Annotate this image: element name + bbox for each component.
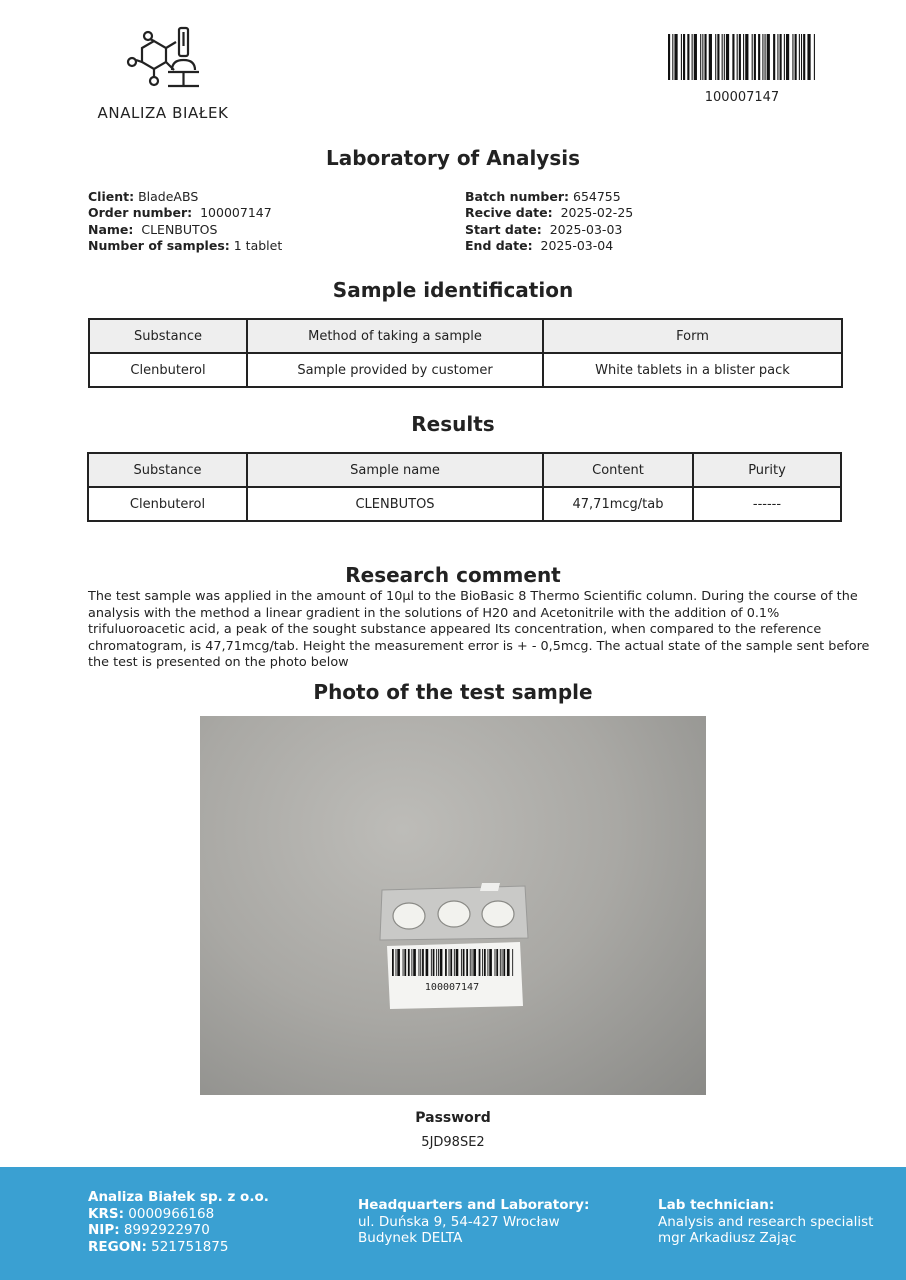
barcode-bar — [801, 34, 802, 80]
barcode-bar — [487, 949, 488, 976]
barcode-bar — [408, 949, 410, 976]
tech-name: mgr Arkadiusz Zając — [658, 1230, 797, 1246]
sample-identification-table — [88, 318, 843, 388]
barcode-bar — [687, 34, 689, 80]
krs-value: 0000966168 — [128, 1205, 215, 1222]
tech-role: Analysis and research specialist — [658, 1213, 874, 1230]
batch-line: Batch number: 654755 — [465, 189, 621, 204]
password-value: 5JD98SE2 — [421, 1135, 485, 1150]
photo-heading: Photo of the test sample — [313, 680, 593, 704]
barcode-bar — [786, 34, 789, 80]
barcode-bar — [496, 949, 498, 976]
header-cell: Purity — [693, 453, 841, 487]
barcode-bar — [722, 34, 723, 80]
end-line: End date: 2025-03-04 — [465, 238, 614, 254]
header-cell: Form — [543, 319, 842, 353]
barcode-bar — [449, 949, 450, 976]
barcode-bar — [715, 34, 716, 80]
barcode-bar — [461, 949, 462, 976]
barcode-bar — [450, 949, 452, 976]
tech-label: Lab technician: — [658, 1197, 775, 1213]
company-logo — [88, 26, 238, 124]
barcode-bar — [466, 949, 468, 976]
table-header-row — [88, 453, 841, 487]
start-line: Start date: 2025-03-03 — [465, 221, 623, 237]
barcode-bar — [426, 949, 429, 976]
nip-value: 8992922970 — [123, 1222, 210, 1238]
barcode-bar — [507, 949, 510, 976]
barcode-bar — [784, 34, 785, 80]
table-row — [89, 353, 842, 387]
barcode-bar — [500, 949, 501, 976]
barcode-bar — [780, 34, 782, 80]
blister-pack-illustration — [200, 716, 706, 1095]
table-cell: Clenbuterol — [89, 353, 247, 387]
sample-photo — [200, 716, 706, 1095]
barcode-bar — [758, 34, 760, 80]
barcode-bar — [479, 949, 481, 976]
results-heading: Results — [411, 412, 495, 436]
barcode-bar — [692, 34, 693, 80]
name-line: Name: CLENBUTOS — [88, 221, 218, 237]
barcode-bar — [397, 949, 400, 976]
molecule-microscope-icon — [124, 26, 204, 98]
barcode-bar — [807, 34, 810, 80]
barcode-bar — [472, 949, 473, 976]
table-cell: Sample provided by customer — [247, 353, 543, 387]
table-cell: Clenbuterol — [88, 487, 247, 521]
footer-company: Analiza Białek sp. z o.o. KRS: 0000966168 NIP: 8992922970 REGON: 521751875 — [88, 1189, 269, 1255]
barcode-bar — [709, 34, 712, 80]
sample-identification-heading: Sample identification — [332, 278, 574, 302]
barcode-bar — [436, 949, 437, 976]
page-title: Laboratory of Analysis — [326, 146, 580, 170]
hq-building: Budynek DELTA — [358, 1230, 463, 1246]
barcode-bar — [403, 949, 404, 976]
table-cell: White tablets in a blister pack — [543, 353, 842, 387]
barcode-bar — [700, 34, 701, 80]
barcode-bar — [440, 949, 443, 976]
barcode-bar — [420, 949, 421, 976]
barcode-bar — [470, 949, 471, 976]
header-cell: Substance — [88, 453, 247, 487]
barcode-bar — [495, 949, 496, 976]
barcode-bar — [433, 949, 435, 976]
barcode-bar — [737, 34, 738, 80]
logo-text: ANALIZA BIAŁEK — [97, 104, 229, 122]
footer — [0, 1167, 906, 1280]
barcode-bar — [792, 34, 793, 80]
batch-value: 654755 — [573, 189, 621, 204]
barcode-bar — [762, 34, 763, 80]
photo-barcode-number: 100007147 — [424, 982, 480, 993]
barcode-bar — [419, 949, 420, 976]
client-line: Client: BladeABS — [88, 189, 199, 204]
barcode-bar — [799, 34, 800, 80]
footer-headquarters — [358, 1197, 589, 1247]
name-value: CLENBUTOS — [141, 221, 218, 237]
barcode-bar — [463, 949, 465, 976]
header-cell: Content — [543, 453, 693, 487]
barcode-bar — [431, 949, 432, 976]
research-comment-text: The test sample was applied in the amount of 10µl to the BioBasic 8 Thermo Scientific column. During the course of the analysis with the method a linear gradient in the solutions of H20 and Acetonitrile with the addition of 0.1% trifuluoroacetic acid, a peak of the sought substance appeared Its concentration, when compared to the reference chromatogram, is 47,71mcg/tab. Height the measurement error is + - 0,5mcg. The actual state of the sample sent before the test is presented on the photo below — [88, 589, 870, 670]
company-name: Analiza Białek sp. z o.o. — [88, 1189, 269, 1205]
barcode-bar — [739, 34, 741, 80]
info-right — [465, 189, 633, 255]
barcode-bar — [767, 34, 770, 80]
order-line: Order number: 100007147 — [88, 205, 272, 221]
end-value: 2025-03-04 — [540, 238, 614, 254]
regon-value: 521751875 — [151, 1238, 229, 1255]
barcode-bar — [411, 949, 412, 976]
barcode-bar — [482, 949, 483, 976]
barcode-bar — [674, 34, 677, 80]
barcode-bar — [668, 34, 670, 80]
barcode-bar — [396, 949, 397, 976]
barcode-bar — [694, 34, 697, 80]
barcode-bar — [484, 949, 486, 976]
table-cell: CLENBUTOS — [247, 487, 543, 521]
barcode-bar — [745, 34, 748, 80]
results-table — [87, 452, 842, 522]
barcode-bar — [404, 949, 406, 976]
barcode-number: 100007147 — [704, 90, 780, 105]
barcode-bar — [454, 949, 455, 976]
barcode-bar — [717, 34, 719, 80]
table-cell: ------ — [693, 487, 841, 521]
table-row — [88, 487, 841, 521]
barcode-bar — [445, 949, 447, 976]
barcode-bar — [754, 34, 756, 80]
barcode-bar — [456, 949, 459, 976]
password-label: Password — [415, 1110, 491, 1126]
barcode-bar — [512, 949, 513, 976]
barcode-bar — [702, 34, 703, 80]
table-header-row — [89, 319, 842, 353]
samples-line: Number of samples: 1 tablet — [88, 238, 283, 254]
hq-address: ul. Duńska 9, 54-427 Wrocław — [358, 1213, 560, 1230]
barcode-bar — [743, 34, 744, 80]
client-value: BladeABS — [138, 189, 199, 204]
order-value: 100007147 — [200, 205, 272, 221]
header-cell: Substance — [89, 319, 247, 353]
barcode-bar — [795, 34, 797, 80]
header-cell: Method of taking a sample — [247, 319, 543, 353]
barcode-bar — [422, 949, 424, 976]
research-comment-heading: Research comment — [345, 563, 561, 587]
barcode-bar — [765, 34, 766, 80]
hq-label: Headquarters and Laboratory: — [358, 1197, 590, 1213]
barcode-bar — [803, 34, 805, 80]
barcode-bar — [672, 34, 673, 80]
barcode-bar — [724, 34, 725, 80]
barcode — [668, 34, 816, 80]
barcode-bar — [502, 949, 503, 976]
table-cell: 47,71mcg/tab — [543, 487, 693, 521]
receive-value: 2025-02-25 — [560, 205, 634, 221]
barcode-bar — [503, 949, 505, 976]
receive-line: Recive date: 2025-02-25 — [465, 205, 634, 221]
barcode-bar — [392, 949, 394, 976]
barcode-bar — [413, 949, 416, 976]
barcode-bar — [732, 34, 734, 80]
footer-technician — [658, 1197, 873, 1247]
barcode-bar — [489, 949, 492, 976]
barcode-bar — [726, 34, 729, 80]
samples-value: 1 tablet — [233, 238, 283, 254]
barcode-bar — [814, 34, 815, 80]
barcode-bar — [681, 34, 682, 80]
barcode-bar — [473, 949, 476, 976]
start-value: 2025-03-03 — [549, 221, 623, 237]
barcode-bar — [773, 34, 775, 80]
header-cell: Sample name — [247, 453, 543, 487]
barcode-bar — [752, 34, 753, 80]
info-left — [88, 189, 282, 255]
barcode-bar — [683, 34, 685, 80]
barcode-bar — [777, 34, 778, 80]
barcode-bar — [438, 949, 439, 976]
barcode-bar — [704, 34, 706, 80]
